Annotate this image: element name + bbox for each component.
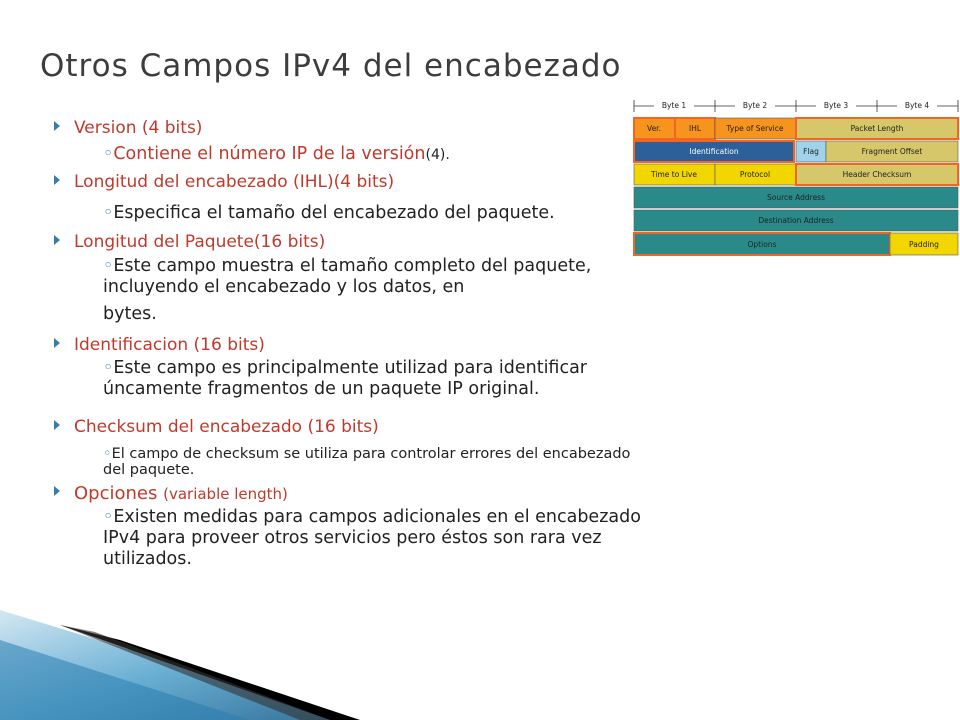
field-label: Time to Live bbox=[651, 170, 697, 179]
field-label: Header Checksum bbox=[842, 170, 912, 179]
sub-bullet-text: Este campo muestra el tamaño completo del paquete, incluyendo el encabezado y los datos, en bbox=[103, 256, 592, 297]
bullet-version bbox=[48, 118, 648, 138]
field-label: Source Address bbox=[766, 193, 826, 202]
arrow-bullet-icon bbox=[54, 338, 60, 348]
field-label: Padding bbox=[909, 240, 939, 249]
arrow-bullet-icon bbox=[54, 235, 60, 245]
bullet-heading: Version (4 bits) bbox=[74, 118, 203, 138]
bullet-heading: Longitud del Paquete(16 bits) bbox=[74, 232, 326, 252]
bullet-list bbox=[48, 118, 648, 570]
bullet-identification bbox=[48, 335, 648, 355]
field-label: Fragment Offset bbox=[861, 147, 923, 156]
byte-label: Byte 1 bbox=[661, 101, 687, 110]
arrow-bullet-icon bbox=[54, 121, 60, 131]
sub-bullet: ◦Este campo es principalmente utilizad para identificar úncamente fragmentos de un paquete IP original. bbox=[103, 358, 587, 399]
bullet-checksum bbox=[48, 417, 648, 437]
sub-bullet-text-suffix: (4). bbox=[425, 147, 450, 163]
sub-bullet-text: Existen medidas para campos adicionales en el encabezado IPv4 para proveer otros servicios pero éstos son rara vez utilizados. bbox=[103, 507, 641, 569]
bullet-heading: Checksum del encabezado (16 bits) bbox=[74, 417, 379, 437]
field-label: Type of Service bbox=[726, 124, 784, 133]
ipv4-header-diagram bbox=[632, 96, 960, 260]
field-label: Identification bbox=[689, 147, 739, 156]
bullet-heading: Identificacion (16 bits) bbox=[74, 335, 265, 355]
sub-bullet-text: Este campo es principalmente utilizad para identificar úncamente fragmentos de un paquete IP original. bbox=[103, 358, 587, 399]
field-label: Flag bbox=[803, 147, 819, 156]
field-label: Options bbox=[747, 240, 777, 249]
sub-bullet: ◦Este campo muestra el tamaño completo del paquete, incluyendo el encabezado y los datos, en bytes. bbox=[48, 256, 648, 325]
field-label: IHL bbox=[688, 124, 702, 133]
field-label: Ver. bbox=[647, 124, 661, 133]
sub-bullet: ◦Existen medidas para campos adicionales en el encabezado IPv4 para proveer otros servicios pero éstos son rara vez utilizados. bbox=[103, 507, 641, 569]
arrow-bullet-icon bbox=[54, 420, 60, 430]
sub-bullet: ◦El campo de checksum se utiliza para controlar errores del encabezado del paquete. bbox=[103, 446, 631, 478]
sub-bullet: ◦Contiene el número IP de la versión(4). bbox=[103, 144, 450, 164]
sub-bullet-text: Especifica el tamaño del encabezado del paquete. bbox=[113, 203, 555, 223]
page-title: Otros Campos IPv4 del encabezado bbox=[40, 48, 622, 84]
sub-bullet-text-cont: bytes. bbox=[103, 304, 157, 324]
arrow-bullet-icon bbox=[54, 486, 60, 496]
sub-bullet-text: Contiene el número IP de la versión bbox=[113, 144, 426, 164]
bullet-heading: Longitud del encabezado (IHL)(4 bits) bbox=[74, 172, 395, 192]
bullet-packet-length bbox=[48, 232, 648, 252]
bullet-heading-note: (variable length) bbox=[163, 485, 288, 503]
byte-label: Byte 4 bbox=[904, 101, 930, 110]
bullet-options bbox=[48, 483, 648, 504]
field-label: Packet Length bbox=[850, 124, 904, 133]
decorative-swoosh bbox=[0, 570, 480, 720]
field-label: Protocol bbox=[739, 170, 771, 179]
field-label: Destination Address bbox=[758, 216, 834, 225]
sub-bullet: ◦Especifica el tamaño del encabezado del paquete. bbox=[103, 203, 555, 223]
byte-label: Byte 2 bbox=[742, 101, 768, 110]
bullet-heading: Opciones bbox=[74, 483, 158, 504]
sub-bullet-text: El campo de checksum se utiliza para controlar errores del encabezado del paquete. bbox=[103, 446, 631, 478]
bullet-ihl bbox=[48, 172, 648, 192]
byte-label: Byte 3 bbox=[823, 101, 849, 110]
arrow-bullet-icon bbox=[54, 175, 60, 185]
